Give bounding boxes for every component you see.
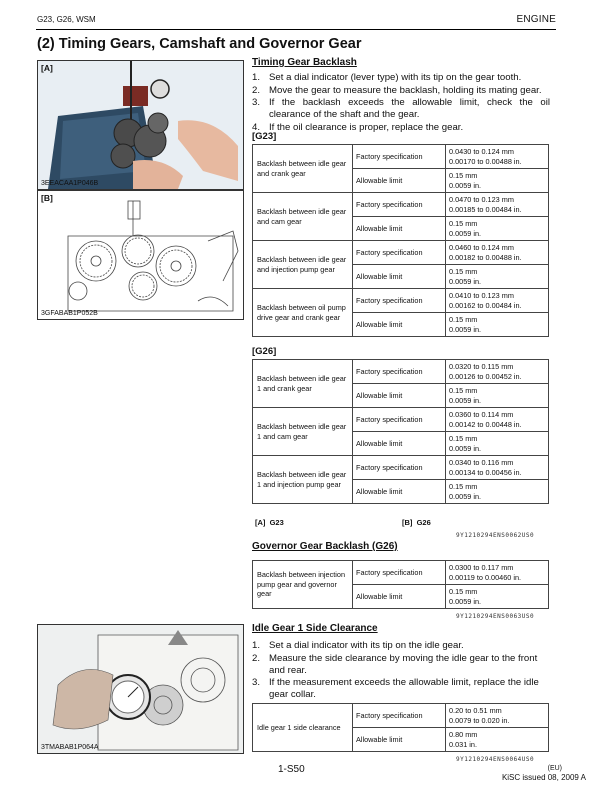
spec-value: 0.0320 to 0.115 mm 0.00126 to 0.00452 in. [446,360,549,384]
timing-steps [252,72,550,134]
figure-a-caption: 3EEACAA1P046B [41,180,99,187]
spec-value: 0.15 mm 0.0059 in. [446,169,549,193]
spec-item: Backlash between idle gear 1 and injection pump gear [253,456,353,504]
reference-code: 9Y1210294ENS0064US0 [456,756,535,763]
spec-item: Backlash between idle gear 1 and crank gear [253,360,353,408]
figure-idle-gear [37,624,244,754]
list-item: 2. Move the gear to measure the backlash, holding its mating gear. [252,84,542,96]
list-item: 3. If the measurement exceeds the allowable limit, replace the idle gear collar. [252,677,539,700]
spec-value: 0.0300 to 0.117 mm 0.00119 to 0.00460 in. [446,561,549,585]
spec-value: 0.20 to 0.51 mm 0.0079 to 0.020 in. [446,704,549,728]
gear-drawing-b [38,191,243,319]
reference-code: 9Y1210294ENS0063US0 [456,613,535,620]
spec-value: 0.0470 to 0.123 mm 0.00185 to 0.00484 in. [446,193,549,217]
spec-item: Backlash between injection pump gear and governor gear [253,561,353,609]
g26-spec-table [252,359,549,504]
spec-item: Backlash between oil pump drive gear and crank gear [253,289,353,337]
spec-item: Backlash between idle gear and injection pump gear [253,241,353,289]
idle-steps [252,640,550,702]
spec-value: 0.15 mm 0.0059 in. [446,585,549,609]
table-row [253,704,549,728]
figure-b-caption: 3GFABAB1P052B [41,310,98,317]
spec-kind: Factory specification [353,456,446,480]
figure-b-label: [B] [41,193,53,203]
spec-kind: Allowable limit [353,217,446,241]
legend-a: [A] G23 [255,518,284,527]
spec-value: 0.0430 to 0.124 mm 0.00170 to 0.00488 in. [446,145,549,169]
table-row [253,456,549,480]
spec-value: 0.15 mm 0.0059 in. [446,217,549,241]
header-rule [36,29,556,30]
g23-spec-table [252,144,549,337]
spec-value: 0.0340 to 0.116 mm 0.00134 to 0.00456 in. [446,456,549,480]
spec-kind: Factory specification [353,193,446,217]
engine-photo-idle [38,625,243,753]
list-item: 4. If the oil clearance is proper, replace the gear. [252,121,464,133]
spec-kind: Factory specification [353,360,446,384]
spec-item: Backlash between idle gear and cam gear [253,193,353,241]
spec-kind: Factory specification [353,241,446,265]
table-row [253,289,549,313]
spec-value: 0.15 mm 0.0059 in. [446,480,549,504]
spec-kind: Allowable limit [353,480,446,504]
spec-value: 0.15 mm 0.0059 in. [446,384,549,408]
page-number: 1-S50 [278,764,305,775]
spec-kind: Allowable limit [353,313,446,337]
table-row [253,360,549,384]
header-model: G23, G26, WSM [37,15,96,24]
spec-kind: Allowable limit [353,169,446,193]
spec-kind: Factory specification [353,289,446,313]
spec-kind: Allowable limit [353,585,446,609]
spec-kind: Allowable limit [353,265,446,289]
table-row [253,408,549,432]
spec-kind: Allowable limit [353,728,446,752]
spec-value: 0.0360 to 0.114 mm 0.00142 to 0.00448 in. [446,408,549,432]
g26-label: [G26] [252,346,277,357]
governor-title: Governor Gear Backlash (G26) [252,541,398,552]
spec-item: Idle gear 1 side clearance [253,704,353,752]
timing-title: Timing Gear Backlash [252,57,357,68]
list-item: 2. Measure the side clearance by moving the idle gear to the front and rear. [252,652,538,676]
spec-value: 0.15 mm 0.0059 in. [446,313,549,337]
region-code: (EU) [547,765,562,772]
spec-kind: Factory specification [353,145,446,169]
reference-code: 9Y1210294ENS0062US0 [456,532,535,539]
spec-item: Backlash between idle gear 1 and cam gear [253,408,353,456]
spec-kind: Allowable limit [353,432,446,456]
table-row [253,193,549,217]
spec-value: 0.80 mm 0.031 in. [446,728,549,752]
spec-kind: Factory specification [353,561,446,585]
figure-a-label: [A] [41,63,53,73]
issue-date: KiSC issued 08, 2009 A [501,773,586,782]
list-item: 1. Set a dial indicator (lever type) with its tip on the gear tooth. [252,72,522,83]
header-section: ENGINE [516,14,556,25]
section-title: (2) Timing Gears, Camshaft and Governor Gear [37,36,362,52]
idle-spec-table [252,703,549,752]
figure-idle-caption: 3TMABAB1P064A [41,744,99,751]
spec-item: Backlash between idle gear and crank gear [253,145,353,193]
spec-value: 0.15 mm 0.0059 in. [446,432,549,456]
table-row [253,241,549,265]
figure-a [37,60,244,190]
legend-b: [B] G26 [402,518,431,527]
spec-kind: Factory specification [353,408,446,432]
figure-b [37,190,244,320]
g23-label: [G23] [252,131,277,142]
spec-value: 0.15 mm 0.0059 in. [446,265,549,289]
engine-photo-a [38,61,243,189]
list-item: 1. Set a dial indicator with its tip on the idle gear. [252,640,464,651]
governor-spec-table [252,560,549,609]
idle-title: Idle Gear 1 Side Clearance [252,623,378,634]
list-item: 3. If the backlash exceeds the allowable limit, check the oil clearance of the shaft and the gear. [252,97,550,120]
spec-value: 0.0410 to 0.123 mm 0.00162 to 0.00484 in. [446,289,549,313]
spec-kind: Factory specification [353,704,446,728]
spec-kind: Allowable limit [353,384,446,408]
spec-value: 0.0460 to 0.124 mm 0.00182 to 0.00488 in. [446,241,549,265]
table-row [253,561,549,585]
table-row [253,145,549,169]
